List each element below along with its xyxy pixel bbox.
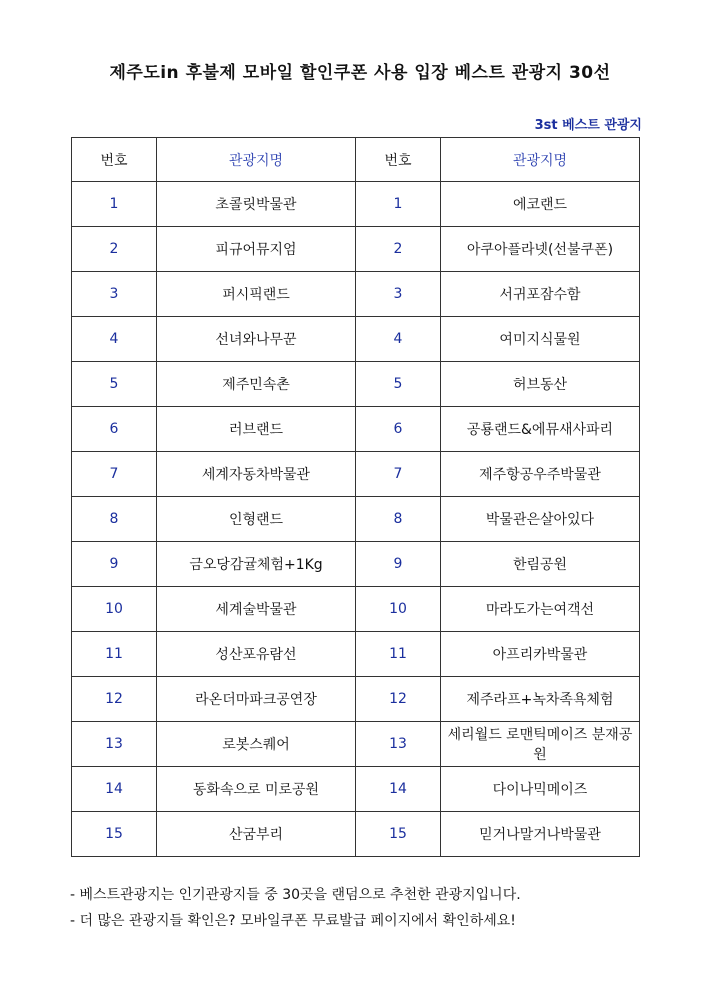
table-row	[72, 812, 640, 857]
row-number-right: 10	[356, 587, 441, 632]
table-header-row	[72, 138, 640, 182]
row-number-right: 2	[356, 227, 441, 272]
attraction-name-left: 동화속으로 미로공원	[157, 767, 356, 812]
header-name-right: 관광지명	[441, 138, 640, 182]
header-number-left: 번호	[72, 138, 157, 182]
row-number-right: 3	[356, 272, 441, 317]
row-number-left: 7	[72, 452, 157, 497]
attractions-table	[71, 137, 640, 857]
page-title: 제주도in 후불제 모바일 할인쿠폰 사용 입장 베스트 관광지 30선	[109, 63, 611, 83]
table-row	[72, 587, 640, 632]
attraction-name-left: 라온더마파크공연장	[157, 677, 356, 722]
row-number-left: 15	[72, 812, 157, 857]
header-number-right: 번호	[356, 138, 441, 182]
header-name-left: 관광지명	[157, 138, 356, 182]
row-number-right: 7	[356, 452, 441, 497]
attraction-name-left: 세계자동차박물관	[157, 452, 356, 497]
attraction-name-right: 다이나믹메이즈	[441, 767, 640, 812]
attraction-name-right: 세리월드 로맨틱메이즈 분재공원	[441, 722, 640, 767]
attraction-name-right: 제주라프+녹차족욕체험	[441, 677, 640, 722]
row-number-right: 15	[356, 812, 441, 857]
attraction-name-right: 공룡랜드&에뮤새사파리	[441, 407, 640, 452]
attraction-name-left: 인형랜드	[157, 497, 356, 542]
table-row	[72, 722, 640, 767]
attraction-name-right: 서귀포잠수함	[441, 272, 640, 317]
table-row	[72, 452, 640, 497]
attraction-name-right: 제주항공우주박물관	[441, 452, 640, 497]
section-subtitle: 3st 베스트 관광지	[534, 118, 642, 133]
row-number-right: 1	[356, 182, 441, 227]
table-row	[72, 542, 640, 587]
row-number-right: 8	[356, 497, 441, 542]
row-number-left: 12	[72, 677, 157, 722]
attraction-name-left: 피규어뮤지엄	[157, 227, 356, 272]
table-row	[72, 227, 640, 272]
table-row	[72, 182, 640, 227]
row-number-right: 4	[356, 317, 441, 362]
table-row	[72, 317, 640, 362]
attraction-name-right: 믿거나말거나박물관	[441, 812, 640, 857]
attraction-name-right: 허브동산	[441, 362, 640, 407]
row-number-left: 11	[72, 632, 157, 677]
attraction-name-right: 여미지식물원	[441, 317, 640, 362]
table-row	[72, 677, 640, 722]
attraction-name-right: 에코랜드	[441, 182, 640, 227]
table-row	[72, 362, 640, 407]
table-row	[72, 497, 640, 542]
row-number-right: 5	[356, 362, 441, 407]
row-number-right: 9	[356, 542, 441, 587]
attraction-name-left: 로봇스퀘어	[157, 722, 356, 767]
row-number-left: 3	[72, 272, 157, 317]
attraction-name-left: 제주민속촌	[157, 362, 356, 407]
row-number-left: 2	[72, 227, 157, 272]
row-number-left: 6	[72, 407, 157, 452]
attraction-name-right: 박물관은살아있다	[441, 497, 640, 542]
row-number-left: 10	[72, 587, 157, 632]
row-number-right: 14	[356, 767, 441, 812]
row-number-left: 8	[72, 497, 157, 542]
row-number-right: 6	[356, 407, 441, 452]
notes	[70, 882, 521, 934]
attraction-name-left: 산굼부리	[157, 812, 356, 857]
attraction-name-left: 성산포유람선	[157, 632, 356, 677]
row-number-right: 11	[356, 632, 441, 677]
attraction-name-left: 세계술박물관	[157, 587, 356, 632]
row-number-right: 13	[356, 722, 441, 767]
row-number-left: 5	[72, 362, 157, 407]
attraction-name-left: 금오당감귤체험+1Kg	[157, 542, 356, 587]
table-row	[72, 272, 640, 317]
row-number-left: 1	[72, 182, 157, 227]
row-number-left: 9	[72, 542, 157, 587]
attraction-name-right: 마라도가는여객선	[441, 587, 640, 632]
row-number-left: 13	[72, 722, 157, 767]
attraction-name-left: 러브랜드	[157, 407, 356, 452]
row-number-left: 14	[72, 767, 157, 812]
row-number-left: 4	[72, 317, 157, 362]
note-line: - 베스트관광지는 인기관광지들 중 30곳을 랜덤으로 추천한 관광지입니다.	[70, 887, 521, 903]
attraction-name-right: 아프리카박물관	[441, 632, 640, 677]
attraction-name-right: 한림공원	[441, 542, 640, 587]
attraction-name-left: 선녀와나무꾼	[157, 317, 356, 362]
table-body	[72, 182, 640, 857]
attraction-name-right: 아쿠아플라넷(선불쿠폰)	[441, 227, 640, 272]
row-number-right: 12	[356, 677, 441, 722]
attraction-name-left: 퍼시픽랜드	[157, 272, 356, 317]
table-row	[72, 767, 640, 812]
table-row	[72, 407, 640, 452]
note-line: - 더 많은 관광지들 확인은? 모바일쿠폰 무료발급 페이지에서 확인하세요!	[70, 913, 516, 929]
attraction-name-left: 초콜릿박물관	[157, 182, 356, 227]
table-row	[72, 632, 640, 677]
